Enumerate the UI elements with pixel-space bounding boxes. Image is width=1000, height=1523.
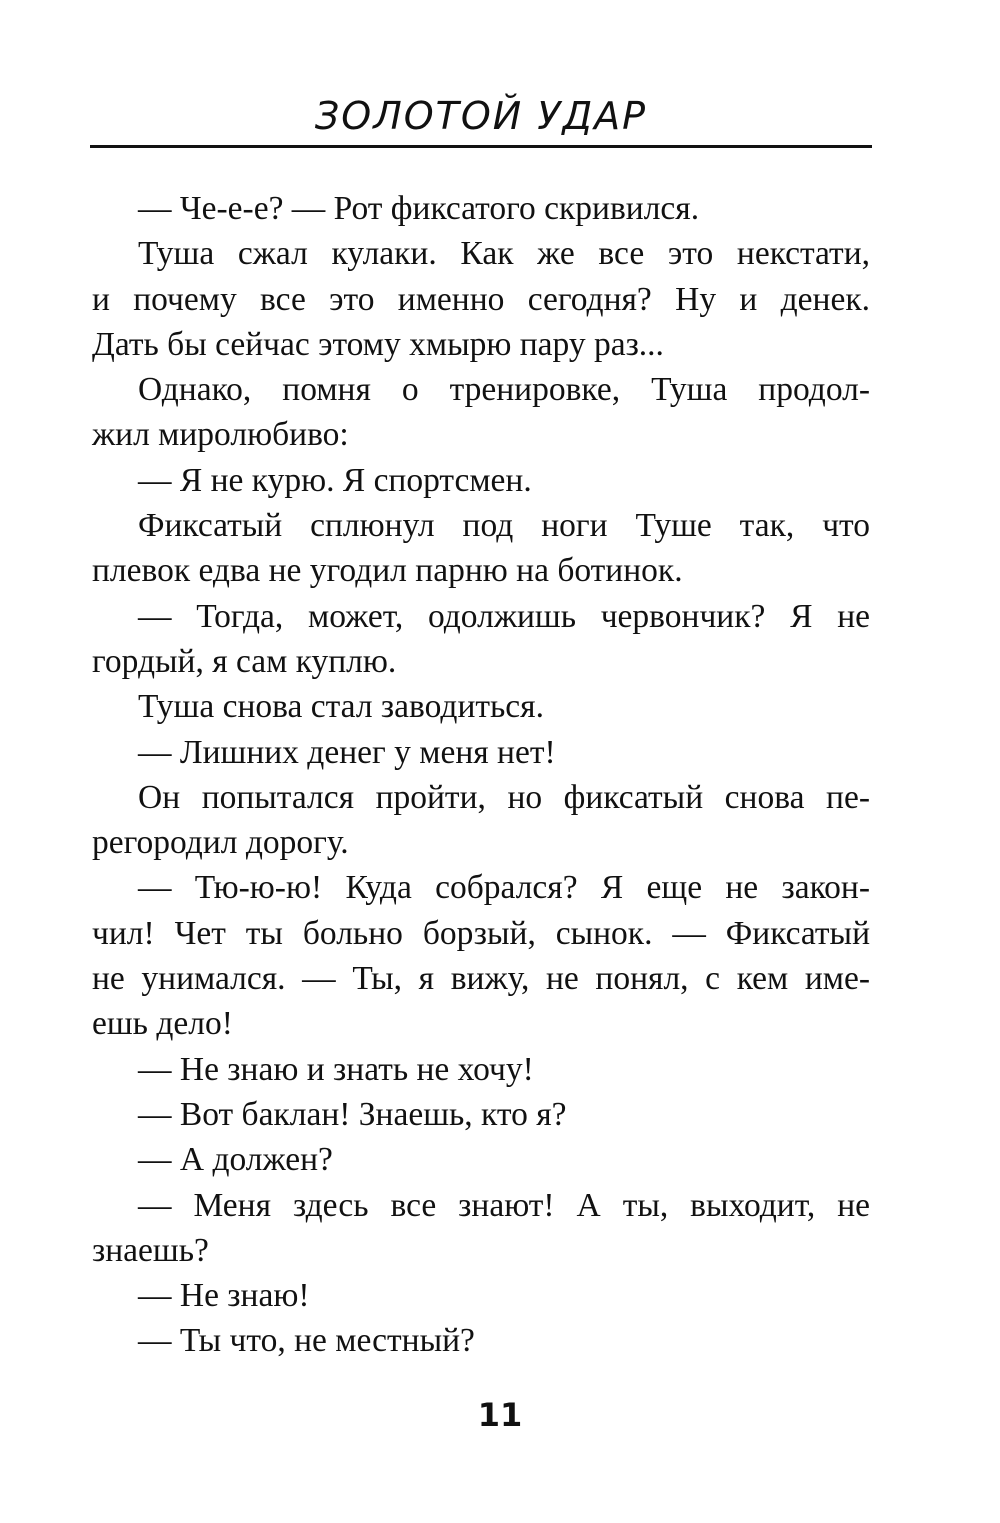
paragraph: [92, 503, 870, 594]
paragraph: [92, 186, 870, 231]
paragraph: [92, 367, 870, 458]
header-rule: [90, 145, 872, 148]
paragraph: [92, 730, 870, 775]
paragraph: [92, 775, 870, 866]
paragraph: [92, 865, 870, 1046]
paragraph: [92, 684, 870, 729]
paragraph: [92, 1318, 870, 1363]
text-line: — Тогда, может, одолжишь червончик? Я не: [138, 597, 870, 635]
text-line: — Лишних денег у меня нет!: [138, 733, 556, 771]
paragraph: [92, 1273, 870, 1318]
text-line: плевок едва не угодил парню на ботинок.: [92, 552, 683, 590]
text-line: — Че-е-е? — Рот фиксатого скривился.: [138, 190, 700, 227]
text-line: — Вот баклан! Знаешь, кто я?: [138, 1095, 567, 1133]
text-line: не унимался. — Ты, я вижу, не понял, с кем име-: [92, 960, 870, 998]
paragraph: [92, 1183, 870, 1274]
text-line: Туша снова стал заводиться.: [138, 688, 544, 726]
text-line: — Меня здесь все знают! А ты, выходит, не: [138, 1186, 870, 1224]
paragraph: [92, 231, 870, 367]
text-line: Он попытался пройти, но фиксатый снова пе-: [138, 778, 870, 816]
text-line: чил! Чет ты больно борзый, сынок. — Фиксатый: [92, 914, 870, 952]
text-line: и почему все это именно сегодня? Ну и денек.: [92, 280, 870, 318]
text-line: — Ты что, не местный?: [138, 1322, 475, 1360]
text-line: гордый, я сам куплю.: [92, 642, 397, 680]
text-line: ешь дело!: [92, 1005, 233, 1043]
paragraph: [92, 1092, 870, 1137]
page-number: 11: [477, 1396, 523, 1434]
text-line: знаешь?: [92, 1231, 209, 1269]
text-line: Фиксатый сплюнул под ноги Туше так, что: [138, 507, 870, 545]
text-line: — Не знаю!: [138, 1277, 310, 1315]
text-line: Туша сжал кулаки. Как же все это некстати,: [138, 235, 870, 273]
text-line: Однако, помня о тренировке, Туша продол-: [138, 371, 870, 409]
text-line: — Не знаю и знать не хочу!: [138, 1050, 534, 1088]
text-line: — А должен?: [138, 1141, 333, 1179]
paragraph: [92, 1047, 870, 1092]
text-line: — Я не курю. Я спортсмен.: [138, 461, 532, 499]
paragraph: [92, 594, 870, 685]
text-line: регородил дорогу.: [92, 824, 349, 862]
text-line: жил миролюбиво:: [92, 416, 349, 454]
text-line: — Тю-ю-ю! Куда собрался? Я еще не закон-: [138, 869, 870, 907]
paragraph: [92, 1137, 870, 1182]
text-line: Дать бы сейчас этому хмырю пару раз...: [92, 325, 664, 363]
running-title: ЗОЛОТОЙ УДАР: [314, 94, 648, 138]
body-text: [92, 186, 870, 1364]
paragraph: [92, 458, 870, 503]
